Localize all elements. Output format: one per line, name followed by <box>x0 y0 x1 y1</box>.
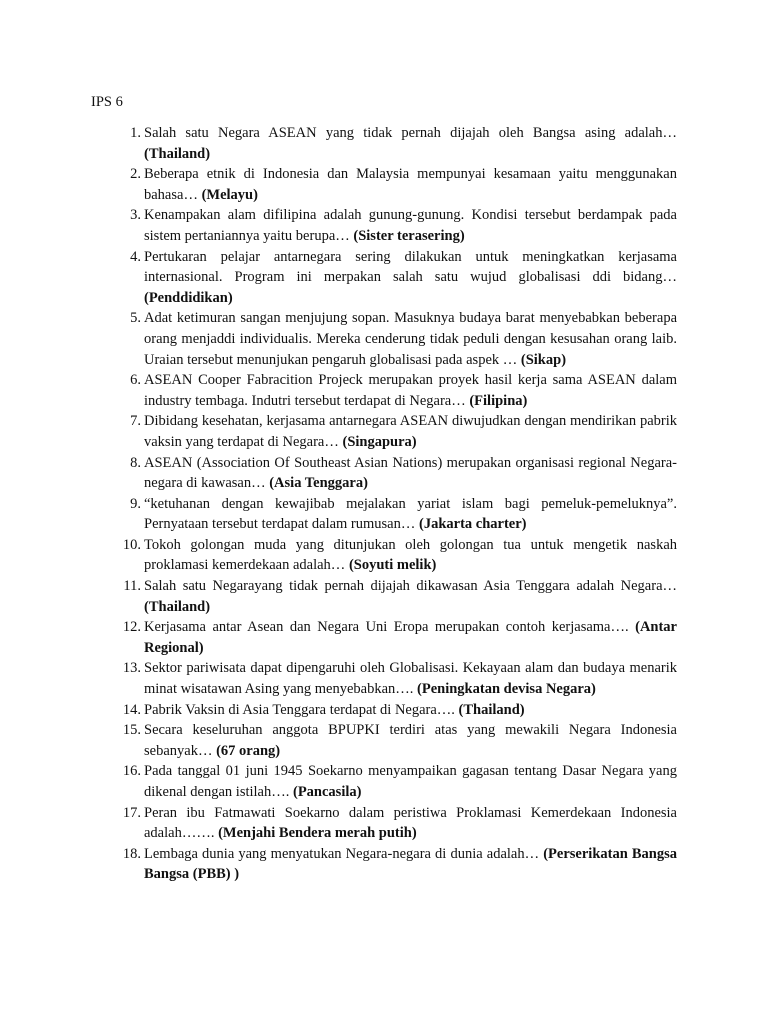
list-item <box>122 720 677 761</box>
question-text: Beberapa etnik di Indonesia dan Malaysia mempunyai kesamaan yaitu menggunakan bahasa… <box>144 166 677 203</box>
question-text: “ketuhanan dengan kewajibab mejalakan yariat islam bagi pemeluk-pemeluknya”. Pernyataan tersebut terdapat dalam rumusan… <box>144 495 677 533</box>
question-text: Kenampakan alam difilipina adalah gunung-gunung. Kondisi tersebut berdampak pada sistem pertaniannya yaitu berupa… <box>144 207 677 244</box>
answer-text: (Asia Tenggara) <box>269 475 368 492</box>
list-item <box>130 370 677 411</box>
answer-text: (Menjahi Bendera merah putih) <box>218 825 417 842</box>
document-title: IPS 6 <box>91 94 123 110</box>
list-item <box>130 453 677 494</box>
answer-text: (Thailand) <box>144 145 211 162</box>
list-item <box>122 658 677 699</box>
answer-text: (Penddidikan) <box>144 289 233 306</box>
list-item <box>130 411 677 452</box>
list-item <box>130 123 677 164</box>
answer-text: (Singapura) <box>342 433 417 450</box>
list-item <box>130 205 677 246</box>
answer-text: (Thailand) <box>458 701 525 718</box>
answer-text: (Melayu) <box>201 186 258 203</box>
answer-text: (Pancasila) <box>293 784 362 800</box>
answer-text: (Filipina) <box>469 392 528 409</box>
list-item <box>123 576 677 617</box>
list-item <box>122 535 677 576</box>
question-text: Salah satu Negarayang tidak pernah dijajah dikawasan Asia Tenggara adalah Negara… <box>144 578 677 595</box>
item-number: 6. <box>130 372 141 389</box>
question-text: Sektor pariwisata dapat dipengaruhi oleh Globalisasi. Kekayaan alam dan budaya menarik minat wisatawan Asing yang menyebabkan…. <box>144 660 677 698</box>
answer-text: (Sikap) <box>520 351 567 368</box>
item-number: 11. <box>123 578 141 595</box>
list-item <box>122 700 677 721</box>
list-item <box>130 308 677 370</box>
question-text: Lembaga dunia yang menyatukan Negara-negara di dunia adalah… <box>144 845 540 862</box>
item-number: 5. <box>130 310 141 327</box>
list-item <box>122 803 677 844</box>
list-item <box>122 844 678 885</box>
item-number: 1. <box>130 125 141 141</box>
question-text: Secara keseluruhan anggota BPUPKI terdiri atas yang mewakili Negara Indonesia sebanyak… <box>144 722 677 759</box>
item-number: 15. <box>122 722 141 739</box>
item-number: 3. <box>130 207 141 224</box>
question-text: ASEAN (Association Of Southeast Asian Nations) merupakan organisasi regional Negara-negara di kawasan… <box>144 454 677 492</box>
list-item <box>122 761 677 802</box>
answer-text: (Sister terasering) <box>353 227 465 244</box>
item-number: 12. <box>122 619 141 636</box>
answer-text: (Perserikatan Bangsa Bangsa (PBB) ) <box>144 845 678 883</box>
question-text: Adat ketimuran sangan menjujung sopan. Masuknya budaya barat menyebabkan beberapa orang menjaddi individualis. Mereka cenderung tidak peduli dengan kesusahan orang laib. Uraian tersebut menunjukan pengaruh globalisasi pada aspek … <box>144 310 677 368</box>
question-text: Pabrik Vaksin di Asia Tenggara terdapat di Negara…. <box>144 701 455 718</box>
item-number: 18. <box>122 845 141 862</box>
answer-text: (Soyuti melik) <box>348 557 437 574</box>
answer-text: (67 orang) <box>216 742 281 759</box>
item-number: 2. <box>130 166 141 183</box>
item-number: 16. <box>122 763 141 780</box>
question-text: Pada tanggal 01 juni 1945 Soekarno menyampaikan gagasan tentang Dasar Negara yang dikenal dengan istilah…. <box>144 763 677 800</box>
question-text: ASEAN Cooper Fabracition Projeck merupakan proyek hasil kerja sama ASEAN dalam industry tembaga. Indutri tersebut terdapat di Negara… <box>144 372 677 409</box>
item-number: 7. <box>130 413 141 430</box>
item-number: 14. <box>122 701 141 718</box>
item-number: 9. <box>130 495 141 512</box>
question-text: Salah satu Negara ASEAN yang tidak pernah dijajah oleh Bangsa asing adalah… <box>144 125 677 141</box>
answer-text: (Jakarta charter) <box>419 516 527 533</box>
answer-text: (Peningkatan devisa Negara) <box>417 681 596 698</box>
list-item <box>130 164 677 205</box>
item-number: 17. <box>122 804 141 821</box>
answer-text: (Antar Regional) <box>144 619 677 656</box>
item-number: 8. <box>130 454 141 471</box>
list-item <box>122 617 677 658</box>
question-text: Peran ibu Fatmawati Soekarno dalam peristiwa Proklamasi Kemerdekaan Indonesia adalah……. <box>144 804 677 842</box>
item-number: 4. <box>130 248 141 265</box>
question-text: Dibidang kesehatan, kerjasama antarnegara ASEAN diwujudkan dengan mendirikan pabrik vaksin yang terdapat di Negara… <box>144 413 677 450</box>
item-number: 10. <box>122 536 141 553</box>
question-text: Pertukaran pelajar antarnegara sering dilakukan untuk meningkatkan kerjasama internasional. Program ini merpakan salah satu wujud globalisasi ddi bidang… <box>144 248 677 286</box>
item-number: 13. <box>122 660 141 677</box>
question-list <box>122 123 678 885</box>
question-text: Tokoh golongan muda yang ditunjukan oleh golongan tua untuk mengetik naskah proklamasi kemerdekaan adalah… <box>144 536 677 574</box>
answer-text: (Thailand) <box>144 598 211 615</box>
list-item <box>130 494 677 535</box>
list-item <box>130 247 677 309</box>
question-text: Kerjasama antar Asean dan Negara Uni Eropa merupakan contoh kerjasama…. <box>144 619 629 636</box>
